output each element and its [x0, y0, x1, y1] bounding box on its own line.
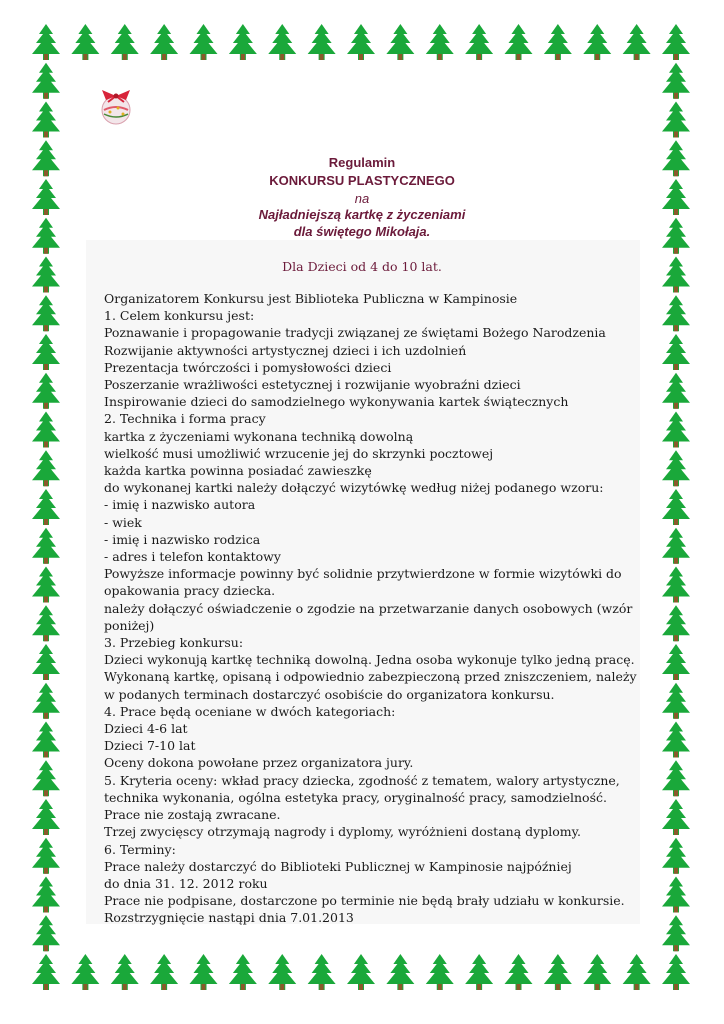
body-line: 6. Terminy: — [104, 841, 176, 857]
contest-heading: KONKURSU PLASTYCZNEGO — [269, 173, 455, 188]
christmas-tree-icon — [465, 24, 493, 60]
body-line: Rozstrzygnięcie nastąpi dnia 7.01.2013 — [104, 910, 354, 926]
body-line: Dzieci 4-6 lat — [104, 721, 188, 737]
christmas-tree-icon — [71, 954, 99, 990]
christmas-tree-icon — [662, 373, 690, 409]
body-line: do dnia 31. 12. 2012 roku — [104, 875, 268, 891]
christmas-tree-icon — [32, 140, 60, 176]
christmas-tree-icon — [662, 799, 690, 835]
christmas-tree-icon — [662, 63, 690, 99]
christmas-tree-icon — [190, 954, 218, 990]
body-line: 2. Technika i forma pracy — [104, 411, 266, 427]
christmas-tree-icon — [465, 954, 493, 990]
body-line: Prace nie zostają zwracane. — [104, 807, 281, 823]
christmas-tree-icon — [32, 450, 60, 486]
christmas-tree-icon — [229, 954, 257, 990]
body-line: Rozwijanie aktywności artystycznej dzieci i ich uzdolnień — [104, 342, 467, 358]
christmas-tree-icon — [32, 24, 60, 60]
christmas-tree-icon — [662, 295, 690, 331]
heading-na: na — [354, 191, 370, 206]
body-line: Dzieci wykonują kartkę techniką dowolną. Jedna osoba wykonuje tylko jedną pracę. — [104, 652, 635, 668]
contest-title-2: dla świętego Mikołaja. — [293, 224, 431, 239]
christmas-tree-icon — [662, 644, 690, 680]
body-line: Dzieci 7-10 lat — [104, 738, 196, 754]
christmas-tree-icon — [71, 24, 99, 60]
christmas-tree-icon — [505, 954, 533, 990]
body-line: Prace należy dostarczyć do Biblioteki Publicznej w Kampinosie najpóźniej — [104, 858, 572, 874]
christmas-tree-icon — [347, 954, 375, 990]
christmas-tree-icon — [111, 24, 139, 60]
christmas-tree-icon — [32, 373, 60, 409]
christmas-tree-icon — [229, 24, 257, 60]
christmas-tree-icon — [32, 295, 60, 331]
christmas-tree-icon — [505, 24, 533, 60]
christmas-tree-icon — [32, 722, 60, 758]
christmas-tree-icon — [662, 567, 690, 603]
body-line: poniżej) — [104, 617, 155, 633]
body-line: każda kartka powinna posiadać zawieszkę — [104, 463, 372, 479]
christmas-tree-icon — [662, 179, 690, 215]
body-line: Poznawanie i propagowanie tradycji związanej ze świętami Bożego Narodzenia — [104, 325, 606, 341]
christmas-tree-icon — [662, 24, 690, 60]
christmas-tree-icon — [662, 257, 690, 293]
christmas-tree-icon — [32, 567, 60, 603]
christmas-tree-icon — [268, 954, 296, 990]
christmas-tree-icon — [32, 838, 60, 874]
christmas-tree-icon — [662, 760, 690, 796]
christmas-tree-icon — [32, 605, 60, 641]
christmas-tree-icon — [32, 334, 60, 370]
body-line: Wykonaną kartkę, opisaną i odpowiednio zabezpieczoną przed zniszczeniem, należy — [104, 669, 637, 685]
body-line: w podanych terminach dostarczyć osobiście do organizatora konkursu. — [104, 686, 555, 702]
christmas-tree-icon — [308, 24, 336, 60]
body-line: - adres i telefon kontaktowy — [104, 549, 281, 565]
body-line: Poszerzanie wrażliwości estetycznej i rozwijanie wyobraźni dzieci — [104, 377, 521, 393]
christmas-tree-icon — [662, 605, 690, 641]
body-line: 3. Przebieg konkursu: — [104, 635, 244, 651]
regulation-heading: Regulamin — [328, 155, 396, 170]
body-line: Inspirowanie dzieci do samodzielnego wykonywania kartek świątecznych — [104, 394, 569, 410]
christmas-tree-icon — [662, 838, 690, 874]
age-subtitle: Dla Dzieci od 4 do 10 lat. — [282, 259, 442, 274]
christmas-tree-icon — [32, 218, 60, 254]
christmas-tree-icon — [662, 877, 690, 913]
christmas-tree-icon — [386, 24, 414, 60]
body-line: do wykonanej kartki należy dołączyć wizytówkę według niżej podanego wzoru: — [104, 480, 604, 496]
christmas-tree-icon — [662, 683, 690, 719]
body-line: kartka z życzeniami wykonana techniką dowolną — [104, 428, 414, 444]
christmas-tree-icon — [662, 722, 690, 758]
body-line: technika wykonania, ogólna estetyka pracy, oryginalność pracy, samodzielność. — [104, 789, 607, 805]
christmas-tree-icon — [32, 102, 60, 138]
christmas-tree-icon — [623, 954, 651, 990]
christmas-tree-icon — [662, 412, 690, 448]
christmas-tree-icon — [544, 24, 572, 60]
christmas-tree-icon — [32, 528, 60, 564]
body-line: - wiek — [104, 514, 142, 530]
body-line: Trzej zwycięscy otrzymają nagrody i dyplomy, wyróżnieni dostaną dyplomy. — [104, 824, 581, 840]
regulation-body — [104, 290, 637, 927]
body-line: Organizatorem Konkursu jest Biblioteka Publiczna w Kampinosie — [104, 291, 518, 306]
christmas-tree-icon — [150, 24, 178, 60]
christmas-tree-icon — [32, 257, 60, 293]
body-line: Prace nie podpisane, dostarczone po terminie nie będą brały udziału w konkursie. — [104, 893, 625, 909]
christmas-tree-icon — [32, 799, 60, 835]
christmas-tree-icon — [32, 644, 60, 680]
body-line: Prezentacja twórczości i pomysłowości dzieci — [104, 359, 392, 375]
christmas-tree-icon — [32, 179, 60, 215]
body-line: 1. Celem konkursu jest: — [104, 308, 255, 324]
body-line: należy dołączyć oświadczenie o zgodzie na przetwarzanie danych osobowych (wzór — [104, 600, 633, 616]
body-line: Oceny dokona powołane przez organizatora jury. — [104, 755, 414, 771]
christmas-tree-icon — [386, 954, 414, 990]
christmas-tree-icon — [268, 24, 296, 60]
christmas-tree-icon — [662, 450, 690, 486]
christmas-tree-icon — [544, 954, 572, 990]
body-line: opakowania pracy dziecka. — [104, 583, 276, 599]
christmas-tree-icon — [32, 683, 60, 719]
christmas-tree-icon — [32, 877, 60, 913]
christmas-tree-icon — [662, 489, 690, 525]
christmas-tree-icon — [111, 954, 139, 990]
christmas-tree-icon — [662, 218, 690, 254]
body-line: Powyższe informacje powinny być solidnie przytwierdzone w formie wizytówki do — [104, 566, 622, 582]
christmas-tree-icon — [150, 954, 178, 990]
christmas-tree-icon — [662, 334, 690, 370]
christmas-tree-icon — [583, 24, 611, 60]
christmas-tree-icon — [623, 24, 651, 60]
christmas-tree-icon — [32, 760, 60, 796]
christmas-tree-icon — [308, 954, 336, 990]
christmas-tree-icon — [32, 954, 60, 990]
christmas-tree-icon — [662, 915, 690, 951]
body-line: - imię i nazwisko autora — [104, 497, 256, 513]
contest-title: Najładniejszą kartkę z życzeniami — [258, 207, 466, 222]
christmas-tree-icon — [426, 954, 454, 990]
christmas-tree-icon — [32, 915, 60, 951]
christmas-tree-icon — [32, 412, 60, 448]
christmas-tree-icon — [190, 24, 218, 60]
christmas-ornament-icon — [88, 86, 144, 126]
christmas-tree-icon — [347, 24, 375, 60]
christmas-tree-icon — [662, 528, 690, 564]
body-line: 4. Prace będą oceniane w dwóch kategoriach: — [104, 703, 396, 719]
christmas-tree-icon — [32, 489, 60, 525]
body-line: 5. Kryteria oceny: wkład pracy dziecka, zgodność z tematem, walory artystyczne, — [104, 772, 620, 788]
christmas-tree-icon — [583, 954, 611, 990]
body-line: - imię i nazwisko rodzica — [104, 531, 261, 547]
christmas-tree-icon — [32, 63, 60, 99]
body-line: wielkość musi umożliwić wrzucenie jej do skrzynki pocztowej — [104, 445, 494, 461]
christmas-tree-icon — [426, 24, 454, 60]
christmas-tree-icon — [662, 102, 690, 138]
christmas-tree-icon — [662, 954, 690, 990]
christmas-tree-icon — [662, 140, 690, 176]
